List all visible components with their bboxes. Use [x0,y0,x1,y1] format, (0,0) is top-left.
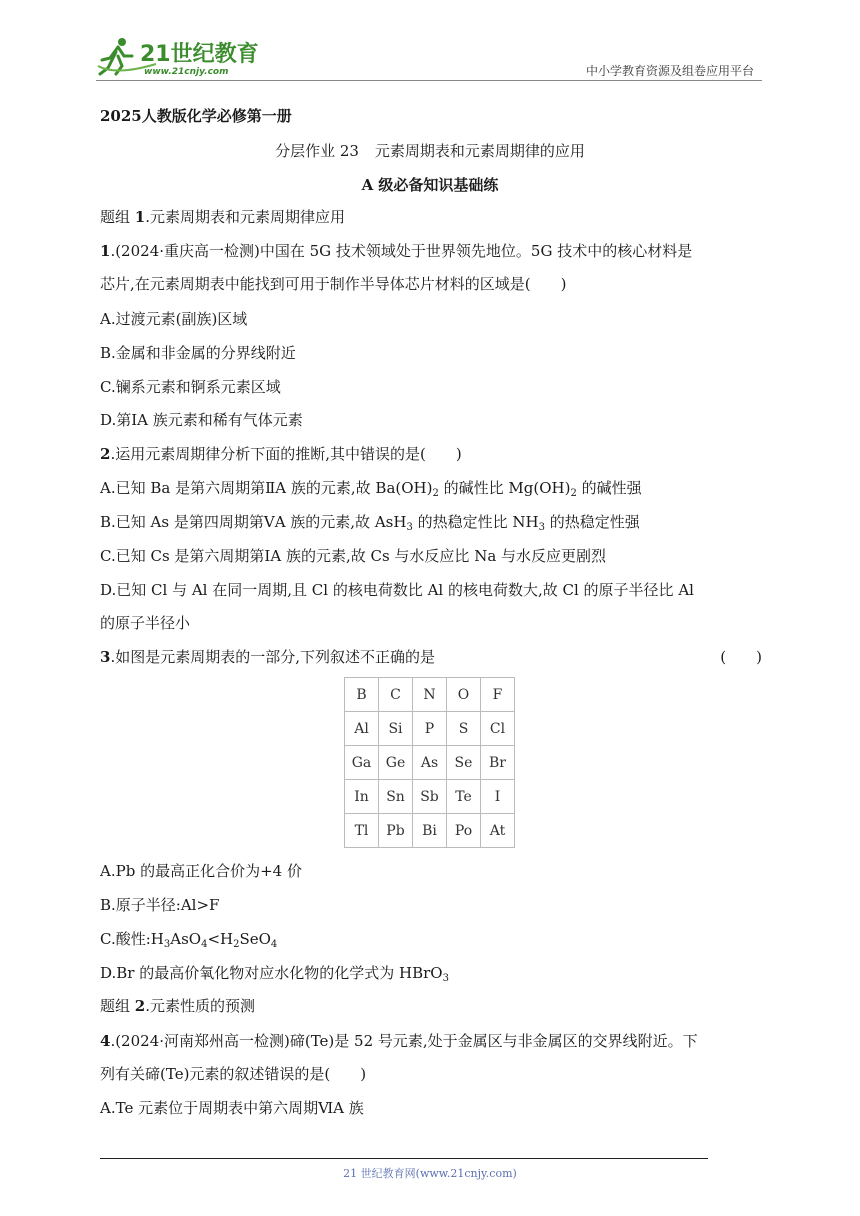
question-4-line-2: 列有关碲(Te)元素的叙述错误的是( ) [100,1065,367,1083]
footer-text: 21 世纪教育网(www.21cnjy.com) [343,1167,517,1180]
table-row [345,678,515,712]
q1-option-b: B.金属和非金属的分界线附近 [100,344,296,362]
element-cell: Tl [345,814,379,848]
element-cell: Cl [481,712,515,746]
element-cell: Sn [379,780,413,814]
q1-option-c: C.镧系元素和锕系元素区域 [100,378,281,396]
element-cell: O [447,678,481,712]
element-cell: P [413,712,447,746]
q3-answer-blank: ( ) [720,648,762,666]
element-cell: I [481,780,515,814]
element-cell: Si [379,712,413,746]
table-row [345,712,515,746]
svg-text:www.21cnjy.com: www.21cnjy.com [144,67,229,77]
element-cell: Br [481,746,515,780]
element-cell: B [345,678,379,712]
element-cell: N [413,678,447,712]
element-cell: Pb [379,814,413,848]
question-3-stem: 3.如图是元素周期表的一部分,下列叙述不正确的是 [100,648,435,666]
table-row [345,814,515,848]
element-cell: C [379,678,413,712]
element-cell: At [481,814,515,848]
question-4-line-1: 4.(2024·河南郑州高一检测)碲(Te)是 52 号元素,处于金属区与非金属区的交界线附近。下 [100,1032,698,1050]
q3-option-b: B.原子半径:Al>F [100,896,220,914]
element-cell: Bi [413,814,447,848]
element-cell: S [447,712,481,746]
header-divider [96,80,762,81]
document-title: 2025人教版化学必修第一册 [100,107,292,125]
q2-option-a: A.已知 Ba 是第六周期第ⅡA 族的元素,故 $Ba(OH)_2$ 的碱性比 $Mg(OH)_2$ 的碱性强 [100,479,642,499]
q3-option-d: D.Br 的最高价氧化物对应水化物的化学式为 HBrO$_3$ [100,964,449,984]
q1-option-a: A.过渡元素(副族)区域 [100,310,248,328]
element-cell: Po [447,814,481,848]
q2-option-b: B.已知 As 是第四周期第ⅤA 族的元素,故 AsH$_3$ 的热稳定性比 $NH_3$ 的热稳定性强 [100,513,640,533]
q2-option-c: C.已知 Cs 是第六周期第ⅠA 族的元素,故 Cs 与水反应比 Na 与水反应更剧烈 [100,547,607,565]
element-cell: Al [345,712,379,746]
footer-divider [100,1158,708,1159]
group-2-heading: 题组 2.元素性质的预测 [100,997,256,1015]
logo-21cnjy [96,34,266,78]
table-row [345,746,515,780]
periodic-table-fragment [344,677,515,848]
q1-option-d: D.第ⅠA 族元素和稀有气体元素 [100,411,303,429]
element-cell: Ge [379,746,413,780]
table-row [345,780,515,814]
element-cell: As [413,746,447,780]
element-cell: Te [447,780,481,814]
q3-option-c: C.酸性$:H_3AsO_4<H_2SeO_4$ [100,930,278,950]
element-cell: Sb [413,780,447,814]
question-2-stem: 2.运用元素周期律分析下面的推断,其中错误的是( ) [100,445,462,463]
assignment-title: 分层作业 23 元素周期表和元素周期律的应用 [275,142,585,160]
element-cell: F [481,678,515,712]
element-cell: Se [447,746,481,780]
platform-name: 中小学教育资源及组卷应用平台 [585,64,754,78]
q2-option-d-line-1: D.已知 Cl 与 Al 在同一周期,且 Cl 的核电荷数比 Al 的核电荷数大,故 Cl 的原子半径比 Al [100,581,694,599]
question-1-line-1: 1.(2024·重庆高一检测)中国在 5G 技术领域处于世界领先地位。5G 技术中的核心材料是 [100,242,693,260]
q4-option-a: A.Te 元素位于周期表中第六周期ⅥA 族 [100,1099,364,1117]
element-cell: In [345,780,379,814]
svg-text:21世纪教育: 21世纪教育 [140,42,259,67]
page-header [96,34,760,82]
question-1-line-2: 芯片,在元素周期表中能找到可用于制作半导体芯片材料的区域是( ) [100,275,567,293]
q2-option-d-line-2: 的原子半径小 [100,614,191,632]
q3-option-a: A.Pb 的最高正化合价为+4 价 [100,862,302,880]
level-heading: A 级必备知识基础练 [361,176,499,194]
group-1-heading: 题组 1.元素周期表和元素周期律应用 [100,208,346,226]
element-cell: Ga [345,746,379,780]
